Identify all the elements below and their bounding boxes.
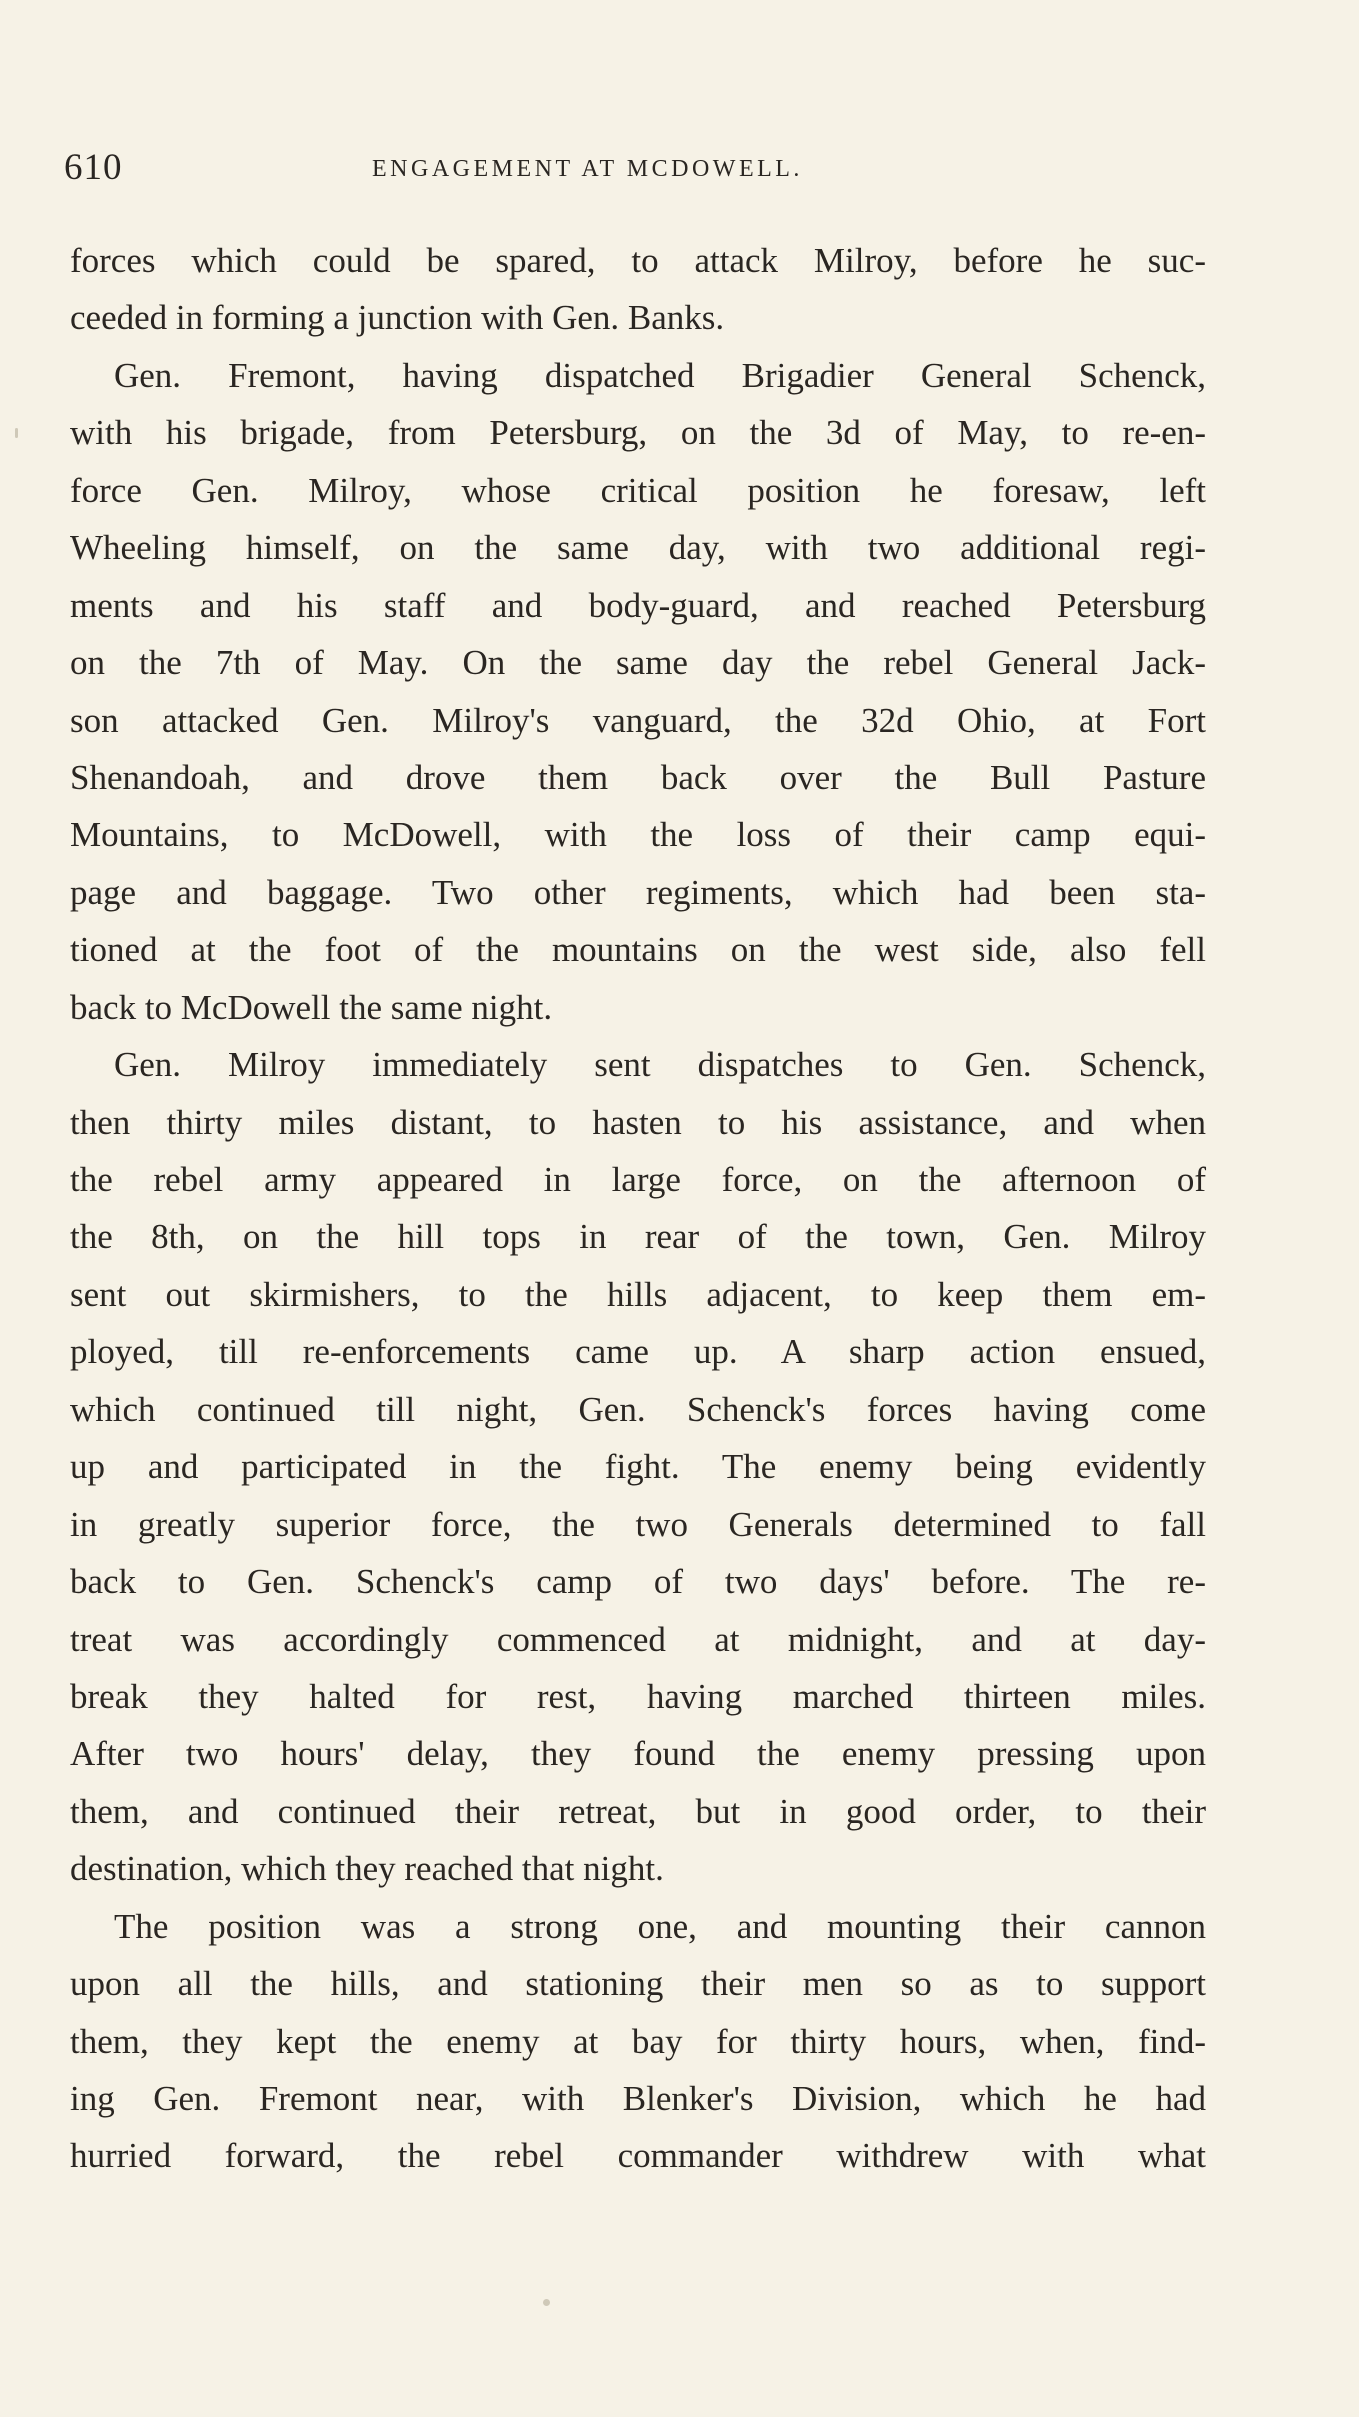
text-line: them, and continued their retreat, but in good order, to their bbox=[70, 1791, 1206, 1831]
text-line: Shenandoah, and drove them back over the Bull Pasture bbox=[70, 757, 1206, 797]
paper-blemish bbox=[543, 2299, 550, 2306]
text-line: forces which could be spared, to attack Milroy, before he suc- bbox=[70, 241, 1206, 280]
text-line: in greatly superior force, the two Generals determined to fall bbox=[70, 1504, 1206, 1544]
text-line: ployed, till re-enforcements came up. A sharp action ensued, bbox=[70, 1332, 1206, 1372]
text-line: the rebel army appeared in large force, on the afternoon of bbox=[70, 1160, 1206, 1199]
text-line: which continued till night, Gen. Schenck's forces having come bbox=[70, 1389, 1206, 1429]
page-header bbox=[64, 146, 1214, 196]
text-line: ing Gen. Fremont near, with Blenker's Division, which he had bbox=[70, 2079, 1206, 2118]
text-line: treat was accordingly commenced at midnight, and at day- bbox=[70, 1619, 1206, 1659]
text-line: tioned at the foot of the mountains on the west side, also fell bbox=[70, 930, 1206, 970]
text-line: up and participated in the fight. The enemy being evidently bbox=[70, 1447, 1206, 1487]
text-line: back to McDowell the same night. bbox=[70, 987, 553, 1027]
body-text bbox=[70, 232, 1206, 2185]
paper-blemish bbox=[15, 428, 18, 438]
text-line: upon all the hills, and stationing their men so as to support bbox=[70, 1964, 1206, 2004]
paragraph-start-line: The position was a strong one, and mounting their cannon bbox=[114, 1906, 1206, 1946]
text-line: the 8th, on the hill tops in rear of the town, Gen. Milroy bbox=[70, 1217, 1206, 1257]
text-line: hurried forward, the rebel commander withdrew with what bbox=[70, 2136, 1206, 2176]
text-line: Wheeling himself, on the same day, with two additional regi- bbox=[70, 528, 1206, 568]
text-line: son attacked Gen. Milroy's vanguard, the 32d Ohio, at Fort bbox=[70, 700, 1206, 740]
text-line: Mountains, to McDowell, with the loss of their camp equi- bbox=[70, 815, 1206, 855]
text-line: ceeded in forming a junction with Gen. Banks. bbox=[70, 298, 725, 338]
text-line: then thirty miles distant, to hasten to his assistance, and when bbox=[70, 1102, 1206, 1142]
page-number: 610 bbox=[64, 147, 123, 188]
text-line: break they halted for rest, having marched thirteen miles. bbox=[70, 1676, 1206, 1716]
text-line: them, they kept the enemy at bay for thirty hours, when, find- bbox=[70, 2021, 1206, 2061]
text-line: force Gen. Milroy, whose critical position he foresaw, left bbox=[70, 470, 1206, 510]
paragraph-start-line: Gen. Milroy immediately sent dispatches to Gen. Schenck, bbox=[114, 1045, 1206, 1085]
text-line: After two hours' delay, they found the enemy pressing upon bbox=[70, 1734, 1206, 1774]
text-line: page and baggage. Two other regiments, which had been sta- bbox=[70, 872, 1206, 912]
text-line: back to Gen. Schenck's camp of two days' before. The re- bbox=[70, 1562, 1206, 1602]
text-line: with his brigade, from Petersburg, on the 3d of May, to re-en- bbox=[70, 413, 1206, 453]
running-title: ENGAGEMENT AT MCDOWELL. bbox=[372, 156, 803, 182]
text-line: ments and his staff and body-guard, and reached Petersburg bbox=[70, 585, 1206, 625]
text-line: destination, which they reached that night. bbox=[70, 1849, 664, 1889]
text-line: on the 7th of May. On the same day the rebel General Jack- bbox=[70, 643, 1206, 683]
paragraph-start-line: Gen. Fremont, having dispatched Brigadier General Schenck, bbox=[114, 355, 1206, 395]
text-line: sent out skirmishers, to the hills adjacent, to keep them em- bbox=[70, 1274, 1206, 1314]
